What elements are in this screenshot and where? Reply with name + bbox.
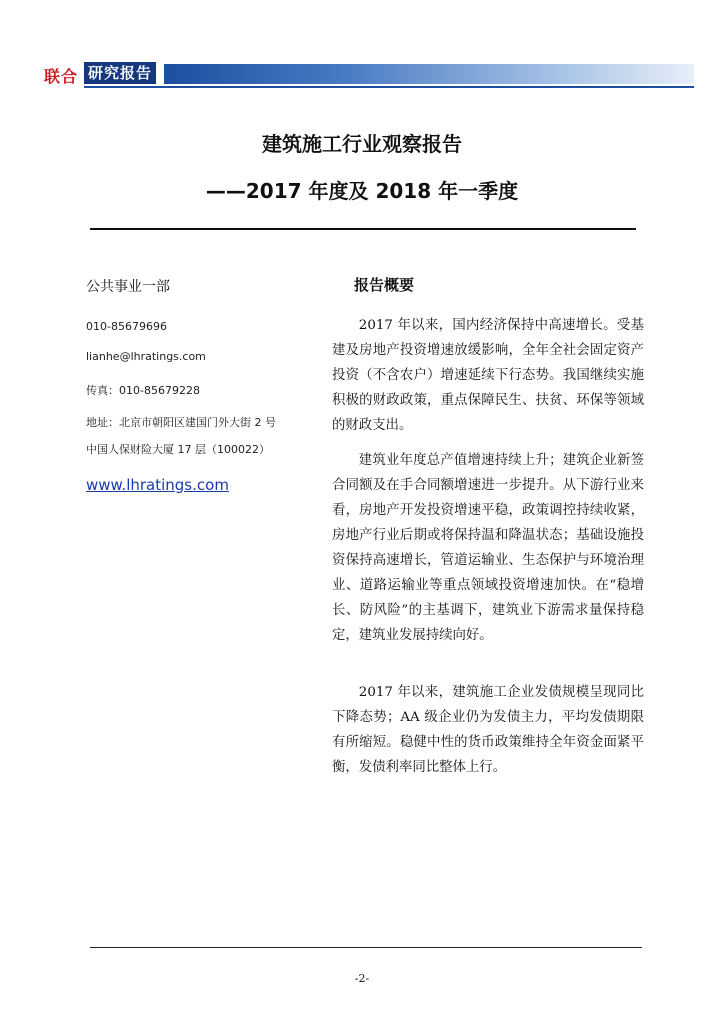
address-line-2: 中国人保财险大厦 17 层（100022） <box>86 443 270 456</box>
footer-divider <box>90 947 642 948</box>
address-line-1: 地址：北京市朝阳区建国门外大街 2 号 <box>86 416 276 429</box>
phone-number: 010-85679696 <box>86 320 167 333</box>
department-name: 公共事业一部 <box>86 279 170 295</box>
website-link[interactable]: www.lhratings.com <box>86 476 229 494</box>
report-subtitle: ——2017 年度及 2018 年一季度 <box>205 179 519 203</box>
email-address: lianhe@lhratings.com <box>86 350 206 363</box>
summary-paragraph: 建筑业年度总产值增速持续上升；建筑企业新签合同额及在手合同额增速进一步提升。从下游行业来看，房地产开发投资增速平稳，政策调控持续收紧，房地产行业后期或将保持温和降温状态；基础设施投资保持高速增长，管道运输业、生态保护与环境治理业、道路运输业等重点领域投资增速加快。在“稳增长、防风险”的主基调下，建筑业下游需求量保持稳定，建筑业发展持续向好。 <box>332 453 644 643</box>
page-number: -2- <box>354 972 370 985</box>
summary-heading: 报告概要 <box>354 276 415 294</box>
brand-name: 联合 <box>44 67 79 86</box>
summary-paragraph: 2017 年以来，建筑施工企业发债规模呈现同比下降态势；AA 级企业仍为发债主力，平均发债期限有所缩短。稳健中性的货币政策维持全年资金面紧平衡，发债利率同比整体上行。 <box>332 685 644 775</box>
fax-number: 传真：010-85679228 <box>86 384 200 397</box>
header-gradient-band <box>164 64 694 84</box>
summary-paragraph: 2017 年以来，国内经济保持中高速增长。受基建及房地产投资增速放缓影响，全年全社会固定资产投资（不含农户）增速延续下行态势。我国继续实施积极的财政政策，重点保障民生、扶贫、环保等领域的财政支出。 <box>332 318 644 433</box>
title-divider <box>90 228 636 230</box>
header-underline <box>84 86 694 88</box>
report-title: 建筑施工行业观察报告 <box>262 132 462 156</box>
brand-label: 研究报告 <box>84 62 156 84</box>
